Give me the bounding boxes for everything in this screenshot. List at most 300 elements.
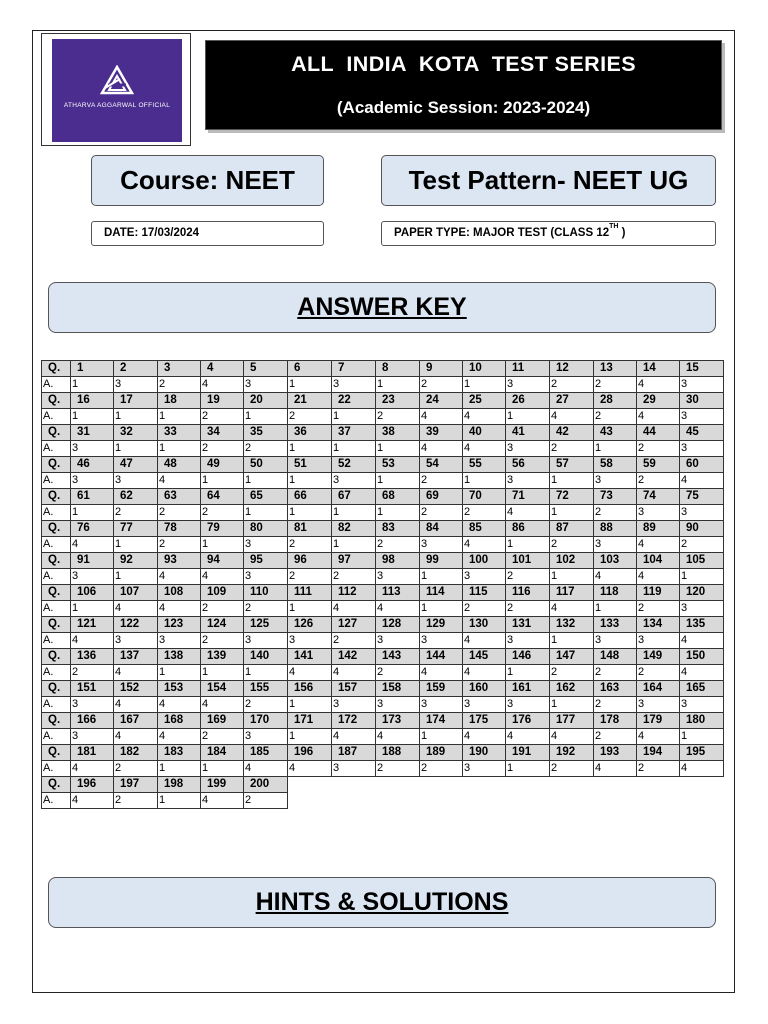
question-number: 197 [114,777,158,793]
question-number: 200 [244,777,288,793]
answer-value: 2 [201,633,244,649]
answer-row [42,601,724,617]
answer-value: 1 [550,473,594,489]
answer-label: A. [42,537,71,553]
question-number: 6 [288,361,332,377]
answer-value: 4 [114,697,158,713]
header-title: ALL INDIA KOTA TEST SERIES [291,52,636,76]
answer-row [42,665,724,681]
question-number: 47 [114,457,158,473]
question-number: 7 [332,361,376,377]
empty-cell [463,777,506,793]
answer-value: 1 [288,441,332,457]
question-number: 179 [637,713,680,729]
question-number: 24 [420,393,463,409]
answer-value: 2 [594,729,637,745]
question-number: 41 [506,425,550,441]
question-number: 194 [637,745,680,761]
answer-value: 1 [244,665,288,681]
question-number: 128 [376,617,420,633]
answer-value: 2 [637,601,680,617]
question-number: 48 [158,457,201,473]
question-number: 10 [463,361,506,377]
question-label: Q. [42,361,71,377]
question-number: 76 [71,521,114,537]
answer-value: 4 [201,569,244,585]
question-number: 195 [680,745,724,761]
question-number: 166 [71,713,114,729]
answer-value: 3 [71,441,114,457]
question-number: 188 [376,745,420,761]
question-number: 190 [463,745,506,761]
question-number: 157 [332,681,376,697]
answer-value: 2 [550,441,594,457]
question-number: 46 [71,457,114,473]
question-number: 68 [376,489,420,505]
answer-value: 4 [637,729,680,745]
answer-value: 3 [637,633,680,649]
answer-value: 3 [594,633,637,649]
answer-value: 3 [637,697,680,713]
answer-value: 2 [420,761,463,777]
answer-value: 3 [332,473,376,489]
answer-value: 3 [71,569,114,585]
question-label: Q. [42,425,71,441]
question-number: 23 [376,393,420,409]
question-number: 38 [376,425,420,441]
question-number: 63 [158,489,201,505]
answer-value: 4 [680,473,724,489]
answer-value: 1 [114,569,158,585]
question-row [42,457,724,473]
question-label: Q. [42,649,71,665]
question-number: 132 [550,617,594,633]
answer-value: 4 [114,601,158,617]
answer-row [42,505,724,521]
answer-value: 4 [158,569,201,585]
answer-label: A. [42,505,71,521]
question-number: 36 [288,425,332,441]
question-number: 43 [594,425,637,441]
question-number: 9 [420,361,463,377]
answer-value: 4 [71,793,114,809]
question-number: 31 [71,425,114,441]
answer-value: 3 [288,633,332,649]
answer-value: 2 [201,729,244,745]
answer-value: 2 [594,409,637,425]
answer-value: 2 [420,377,463,393]
answer-value: 1 [158,761,201,777]
answer-value: 4 [680,761,724,777]
answer-value: 4 [201,697,244,713]
question-row [42,745,724,761]
question-number: 100 [463,553,506,569]
answer-value: 2 [550,761,594,777]
empty-cell [637,777,680,793]
answer-value: 2 [463,505,506,521]
answer-value: 2 [463,601,506,617]
answer-value: 2 [114,793,158,809]
answer-value: 4 [463,409,506,425]
question-number: 67 [332,489,376,505]
answer-value: 3 [506,441,550,457]
question-number: 75 [680,489,724,505]
answer-value: 3 [244,729,288,745]
question-number: 176 [506,713,550,729]
answer-value: 4 [420,441,463,457]
question-number: 11 [506,361,550,377]
answer-value: 1 [288,377,332,393]
answer-value: 1 [288,505,332,521]
answer-value: 2 [376,761,420,777]
answer-value: 1 [288,601,332,617]
answer-value: 3 [420,697,463,713]
question-number: 189 [420,745,463,761]
question-number: 108 [158,585,201,601]
question-number: 77 [114,521,158,537]
answer-row [42,633,724,649]
answer-value: 3 [376,569,420,585]
answer-value: 4 [506,729,550,745]
answer-value: 2 [201,409,244,425]
question-number: 16 [71,393,114,409]
question-number: 98 [376,553,420,569]
empty-cell [376,793,420,809]
answer-value: 1 [244,473,288,489]
answer-value: 1 [376,505,420,521]
answer-label: A. [42,441,71,457]
answer-value: 2 [594,665,637,681]
answer-value: 3 [332,697,376,713]
answer-value: 4 [463,665,506,681]
question-number: 40 [463,425,506,441]
question-number: 171 [288,713,332,729]
question-number: 73 [594,489,637,505]
question-row [42,777,724,793]
question-number: 85 [463,521,506,537]
answer-value: 3 [463,697,506,713]
empty-cell [550,793,594,809]
question-number: 121 [71,617,114,633]
answer-value: 3 [244,537,288,553]
question-number: 178 [594,713,637,729]
answer-value: 2 [332,633,376,649]
answer-value: 2 [201,441,244,457]
answer-value: 1 [288,697,332,713]
question-number: 44 [637,425,680,441]
question-number: 199 [201,777,244,793]
question-number: 89 [637,521,680,537]
answer-value: 1 [506,537,550,553]
answer-value: 2 [158,505,201,521]
answer-value: 2 [637,441,680,457]
answer-value: 1 [506,761,550,777]
question-number: 91 [71,553,114,569]
question-number: 99 [420,553,463,569]
question-number: 34 [201,425,244,441]
answer-row [42,441,724,457]
answer-value: 4 [463,537,506,553]
answer-value: 4 [114,729,158,745]
answer-value: 3 [680,441,724,457]
answer-label: A. [42,729,71,745]
question-number: 104 [637,553,680,569]
question-number: 173 [376,713,420,729]
question-number: 90 [680,521,724,537]
answer-value: 1 [550,569,594,585]
answer-value: 1 [201,537,244,553]
answer-value: 2 [550,377,594,393]
question-label: Q. [42,745,71,761]
question-number: 101 [506,553,550,569]
answer-value: 3 [114,633,158,649]
question-number: 81 [288,521,332,537]
answer-value: 1 [201,665,244,681]
question-number: 116 [506,585,550,601]
question-number: 107 [114,585,158,601]
answer-value: 1 [506,665,550,681]
header-session: (Academic Session: 2023-2024) [336,98,591,117]
answer-value: 1 [376,441,420,457]
question-number: 187 [332,745,376,761]
answer-value: 3 [420,537,463,553]
question-number: 105 [680,553,724,569]
answer-value: 3 [506,377,550,393]
question-number: 25 [463,393,506,409]
answer-label: A. [42,409,71,425]
question-number: 96 [288,553,332,569]
question-number: 39 [420,425,463,441]
answer-value: 2 [114,505,158,521]
answer-value: 1 [158,441,201,457]
answer-value: 3 [158,633,201,649]
question-row [42,585,724,601]
answer-value: 4 [288,665,332,681]
answer-value: 4 [637,377,680,393]
answer-value: 2 [244,441,288,457]
question-number: 103 [594,553,637,569]
question-number: 2 [114,361,158,377]
question-number: 61 [71,489,114,505]
question-number: 153 [158,681,201,697]
question-number: 175 [463,713,506,729]
answer-value: 4 [463,441,506,457]
answer-value: 1 [376,377,420,393]
answer-value: 4 [463,633,506,649]
answer-value: 4 [201,377,244,393]
question-number: 185 [244,745,288,761]
answer-value: 3 [332,377,376,393]
question-number: 58 [594,457,637,473]
answer-value: 3 [114,377,158,393]
answer-label: A. [42,473,71,489]
question-number: 149 [637,649,680,665]
answer-value: 1 [420,569,463,585]
question-number: 120 [680,585,724,601]
question-number: 60 [680,457,724,473]
question-label: Q. [42,681,71,697]
logo-text: ATHARVA AGGARWAL OFFICIAL [63,102,171,109]
question-number: 84 [420,521,463,537]
answer-value: 4 [637,537,680,553]
empty-cell [550,777,594,793]
question-number: 169 [201,713,244,729]
question-number: 127 [332,617,376,633]
question-label: Q. [42,457,71,473]
question-number: 15 [680,361,724,377]
answer-value: 2 [201,505,244,521]
question-number: 80 [244,521,288,537]
answer-value: 2 [288,409,332,425]
answer-value: 4 [71,633,114,649]
question-number: 13 [594,361,637,377]
empty-cell [420,793,463,809]
answer-value: 4 [550,601,594,617]
question-number: 102 [550,553,594,569]
question-number: 182 [114,745,158,761]
question-number: 163 [594,681,637,697]
question-number: 112 [332,585,376,601]
question-label: Q. [42,585,71,601]
question-number: 17 [114,393,158,409]
question-number: 20 [244,393,288,409]
answer-value: 3 [463,569,506,585]
answer-value: 2 [637,761,680,777]
question-number: 142 [332,649,376,665]
answer-value: 4 [420,409,463,425]
answer-value: 1 [332,441,376,457]
question-number: 65 [244,489,288,505]
answer-value: 3 [680,377,724,393]
answer-value: 3 [680,601,724,617]
question-number: 119 [637,585,680,601]
question-number: 62 [114,489,158,505]
question-number: 159 [420,681,463,697]
question-number: 152 [114,681,158,697]
answer-value: 4 [244,761,288,777]
answer-value: 1 [332,409,376,425]
hints-solutions-banner [48,877,716,928]
question-number: 196 [71,777,114,793]
answer-value: 1 [680,569,724,585]
answer-value: 3 [594,537,637,553]
answer-value: 1 [420,601,463,617]
answer-label: A. [42,761,71,777]
question-row [42,521,724,537]
empty-cell [420,777,463,793]
question-number: 3 [158,361,201,377]
question-number: 133 [594,617,637,633]
question-number: 193 [594,745,637,761]
answer-value: 2 [506,601,550,617]
question-number: 93 [158,553,201,569]
answer-value: 3 [71,473,114,489]
empty-cell [506,793,550,809]
question-number: 192 [550,745,594,761]
answer-value: 4 [463,729,506,745]
answer-value: 4 [420,665,463,681]
question-number: 88 [594,521,637,537]
answer-value: 1 [114,441,158,457]
paper-type-field [381,221,716,246]
question-number: 135 [680,617,724,633]
question-number: 12 [550,361,594,377]
question-number: 18 [158,393,201,409]
question-number: 22 [332,393,376,409]
question-number: 162 [550,681,594,697]
answer-value: 4 [332,729,376,745]
question-row [42,713,724,729]
question-label: Q. [42,393,71,409]
answer-value: 2 [332,569,376,585]
empty-cell [637,793,680,809]
answer-value: 4 [71,537,114,553]
question-number: 30 [680,393,724,409]
answer-value: 4 [637,409,680,425]
answer-value: 2 [376,665,420,681]
answer-value: 2 [376,409,420,425]
answer-value: 1 [332,537,376,553]
question-number: 131 [506,617,550,633]
question-number: 55 [463,457,506,473]
date-field: DATE: 17/03/2024 [91,221,324,246]
empty-cell [594,777,637,793]
question-number: 155 [244,681,288,697]
empty-cell [463,793,506,809]
answer-value: 1 [288,729,332,745]
question-number: 147 [550,649,594,665]
answer-value: 2 [594,505,637,521]
answer-value: 3 [376,697,420,713]
test-pattern-label: Test Pattern- NEET UG [381,155,716,206]
question-number: 126 [288,617,332,633]
empty-cell [594,793,637,809]
answer-value: 3 [506,473,550,489]
answer-value: 3 [376,633,420,649]
question-number: 124 [201,617,244,633]
question-number: 33 [158,425,201,441]
answer-value: 1 [594,441,637,457]
answer-row [42,537,724,553]
empty-cell [332,777,376,793]
course-label: Course: NEET [91,155,324,206]
question-number: 110 [244,585,288,601]
question-number: 66 [288,489,332,505]
answer-row [42,761,724,777]
question-row [42,489,724,505]
empty-cell [288,793,332,809]
question-number: 54 [420,457,463,473]
answer-value: 3 [594,473,637,489]
answer-value: 2 [637,665,680,681]
answer-value: 1 [158,665,201,681]
question-label: Q. [42,553,71,569]
answer-value: 1 [376,473,420,489]
question-number: 164 [637,681,680,697]
answer-value: 4 [114,665,158,681]
answer-value: 1 [463,473,506,489]
answer-value: 2 [201,601,244,617]
question-number: 94 [201,553,244,569]
answer-value: 1 [332,505,376,521]
question-number: 141 [288,649,332,665]
answer-value: 2 [114,761,158,777]
logo [41,33,191,146]
question-number: 21 [288,393,332,409]
question-number: 45 [680,425,724,441]
question-number: 97 [332,553,376,569]
question-row [42,393,724,409]
